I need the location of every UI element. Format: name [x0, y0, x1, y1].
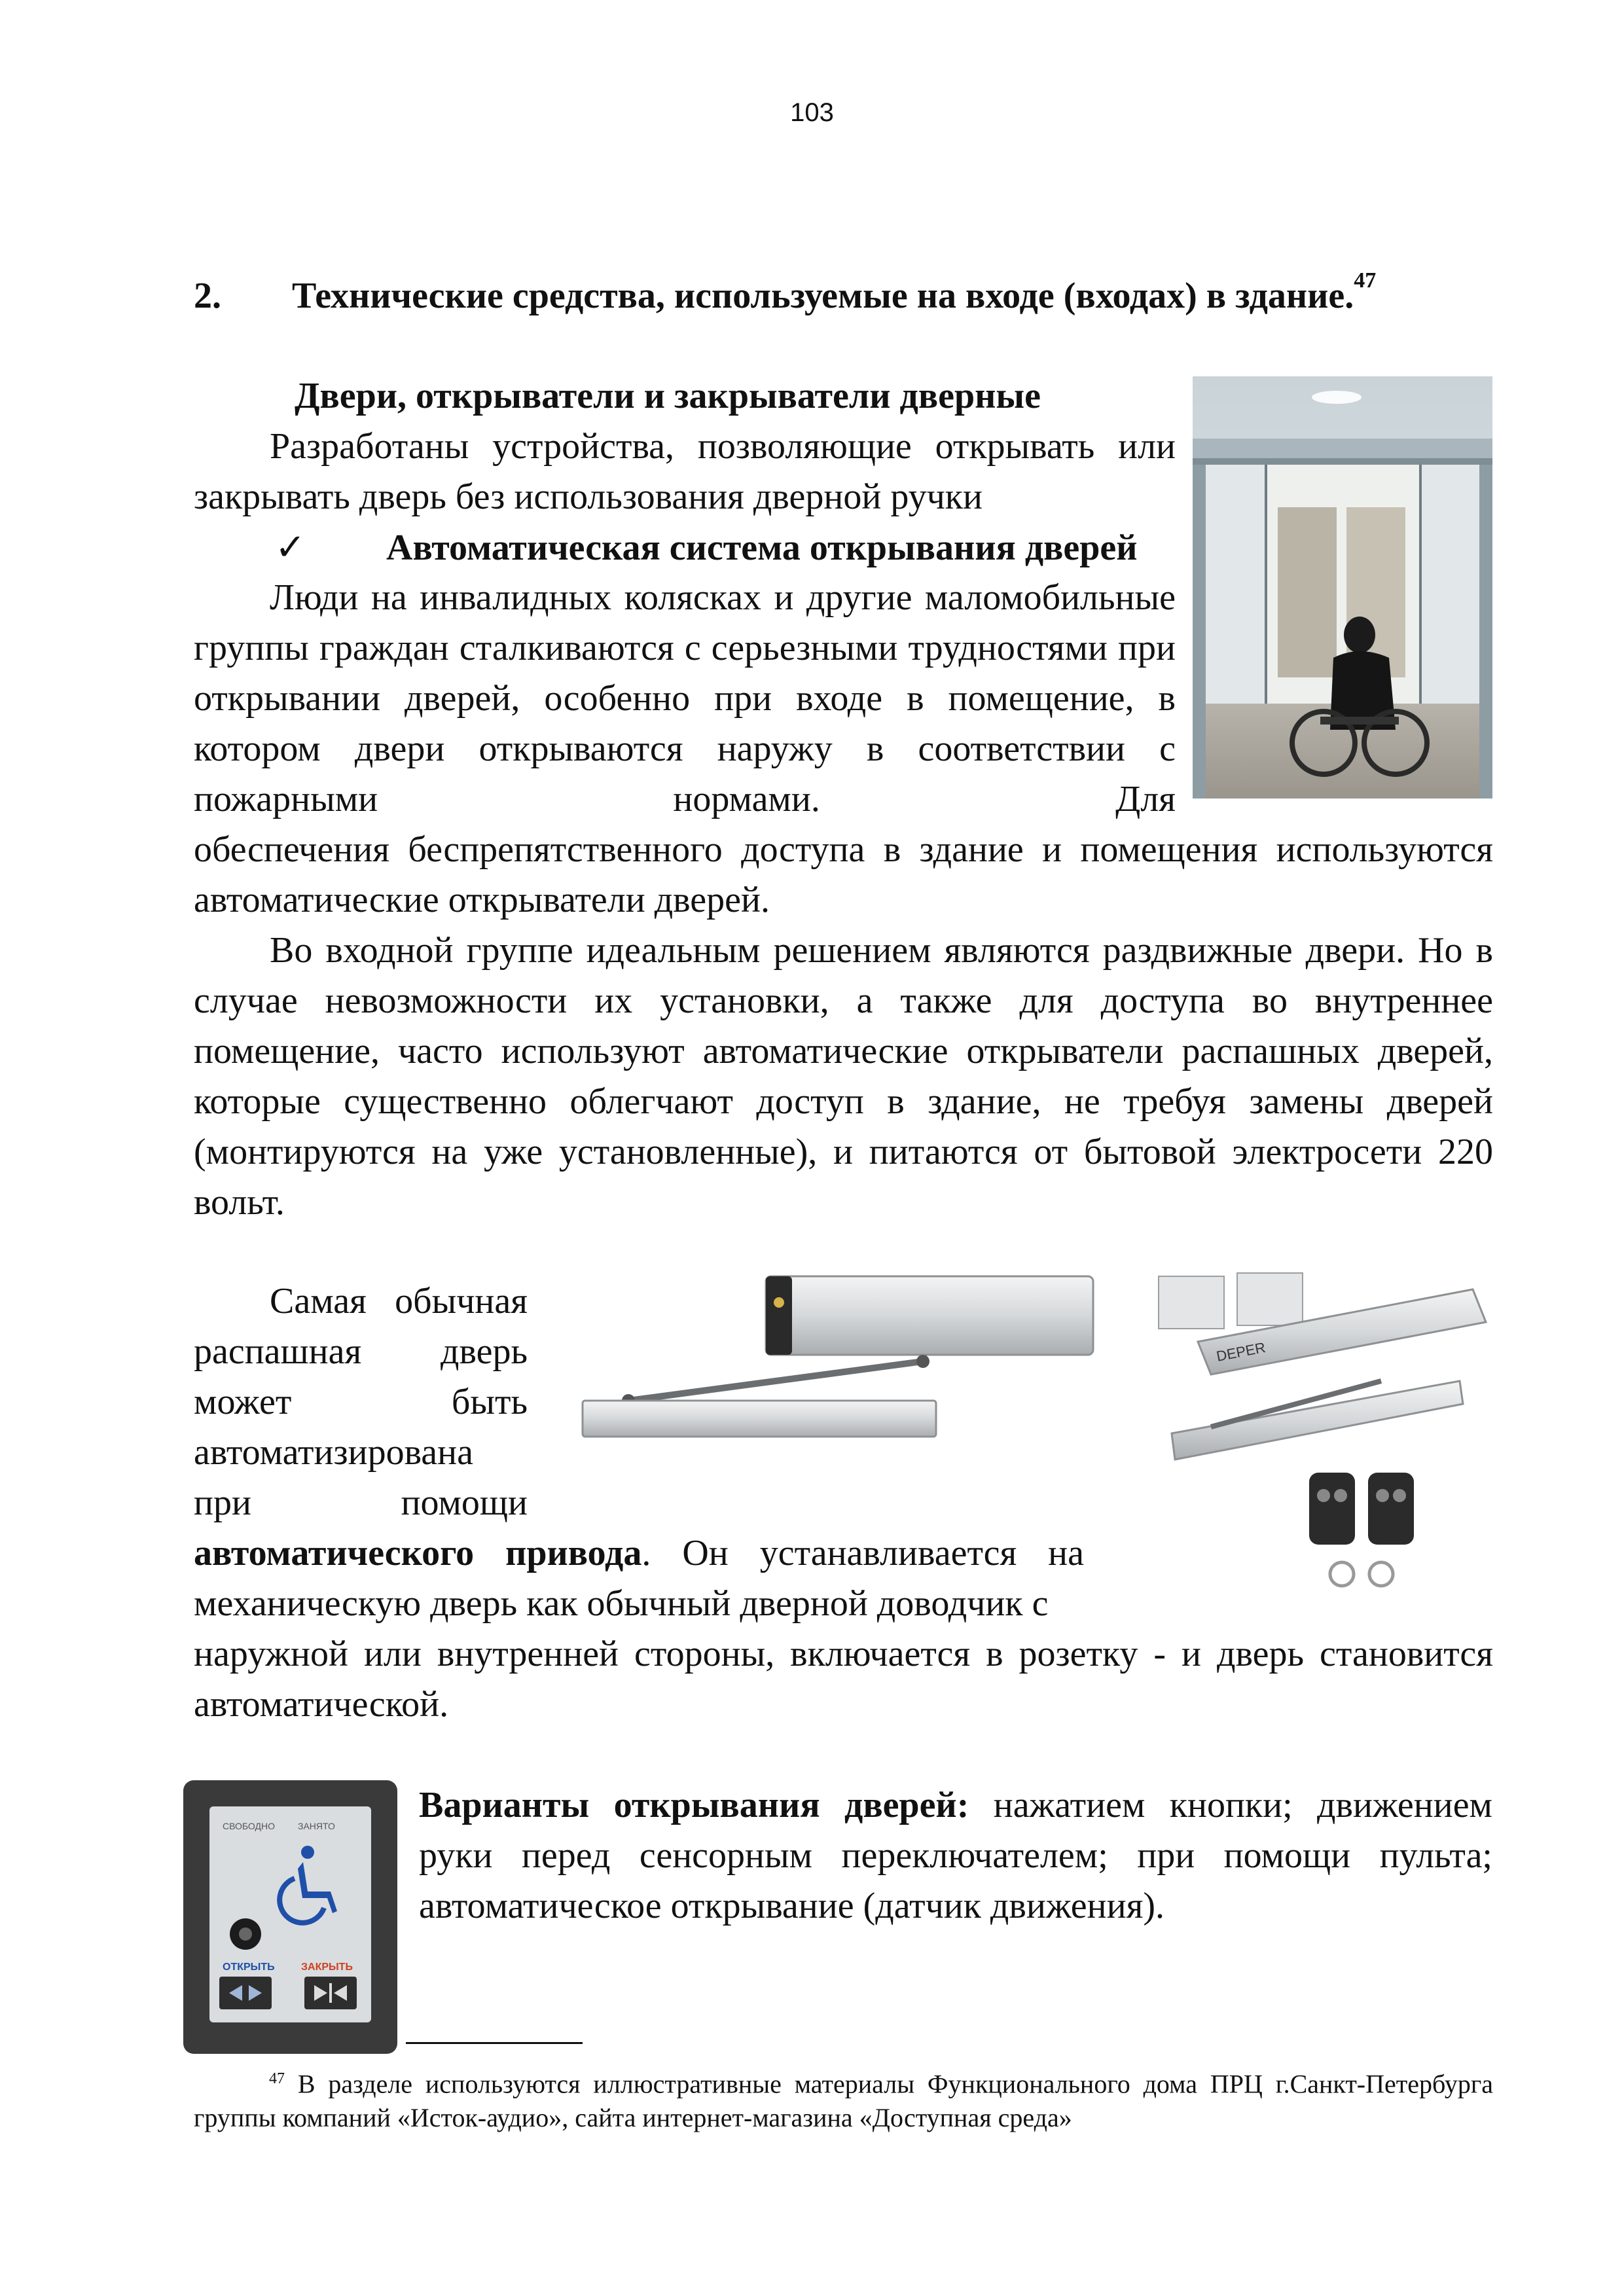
panel-label-free: СВОБОДНО: [223, 1821, 275, 1831]
wheelchair-entrance-photo: [1193, 376, 1492, 798]
page-number: 103: [790, 98, 834, 127]
footnote-reference: 47: [1354, 268, 1377, 293]
footnote-separator: [406, 2042, 583, 2044]
paragraph-sliding-doors: Во входной группе идеальным решением являются раздвижные двери. Но в случае невозможности их установки, а также для доступа во внутреннее помещение, часто используют автоматические открыватели распашных дверей, которые существенно облегчают доступ в здание, не требуя замены дверей (монтируются на уже установленные), и питаются от бытовой электросети 220 вольт.: [194, 930, 1493, 1223]
opening-options-text: нажатием кнопки; движением руки перед сенсорным переключателем; при помощи пульта; автоматическое открывание (датчик движения).: [419, 1785, 1492, 1926]
paragraph-opening-options: [419, 1780, 1492, 1931]
panel-label-close: ЗАКРЫТЬ: [301, 1962, 353, 1973]
heading-number: 2.: [194, 276, 221, 316]
paragraph-difficulties-continued: обеспечения беспрепятственного доступа в здание и помещения используются автоматические открыватели дверей.: [194, 829, 1493, 920]
accessible-door-button-panel: [183, 1780, 397, 2054]
opening-options-term: Варианты открывания дверей:: [419, 1785, 969, 1825]
checkmark-icon: ✓: [275, 526, 306, 569]
footnote-text: В разделе используются иллюстративные материалы Функционального дома ПРЦ г.Санкт-Петербурга группы компаний «Исток-аудио», сайта интернет-магазина «Доступная среда»: [194, 2069, 1493, 2133]
drive-description: . Он устанавливается на механическую дверь как обычный дверной доводчик с: [194, 1533, 1084, 1624]
drive-term: автоматического привода: [194, 1533, 642, 1573]
door-actuator-devices: [556, 1263, 1506, 1604]
paragraph-difficulties: Люди на инвалидных колясках и другие маломобильные группы граждан сталкиваются с серьезными трудностями при открывании дверей, особенно при входе в помещение, в котором двери открываются наружу в соответствии с пожарными нормами. Для: [194, 577, 1176, 819]
paragraph-intro: Разработаны устройства, позволяющие открывать или закрывать дверь без использования дверной ручки: [194, 426, 1176, 517]
paragraph-swing-door-end: наружной или внутренней стороны, включается в розетку - и дверь становится автоматической.: [194, 1634, 1493, 1725]
section-heading: [194, 268, 1470, 317]
check-item-label: Автоматическая система открывания дверей: [386, 528, 1138, 568]
panel-label-busy: ЗАНЯТО: [298, 1821, 335, 1831]
footnote: [194, 2062, 1493, 2135]
subheading: Двери, открыватели и закрыватели дверные: [295, 376, 1041, 416]
paragraph-swing-door: Самая обычная распашная дверь может быть автоматизирована при помощи: [194, 1281, 528, 1523]
panel-label-open: ОТКРЫТЬ: [223, 1962, 275, 1973]
check-item: [275, 522, 1138, 573]
footnote-number: 47: [269, 2070, 285, 2087]
heading-text: Технические средства, используемые на входе (входах) в здание.: [292, 276, 1354, 316]
device-brand: DEPER: [1215, 1338, 1267, 1365]
